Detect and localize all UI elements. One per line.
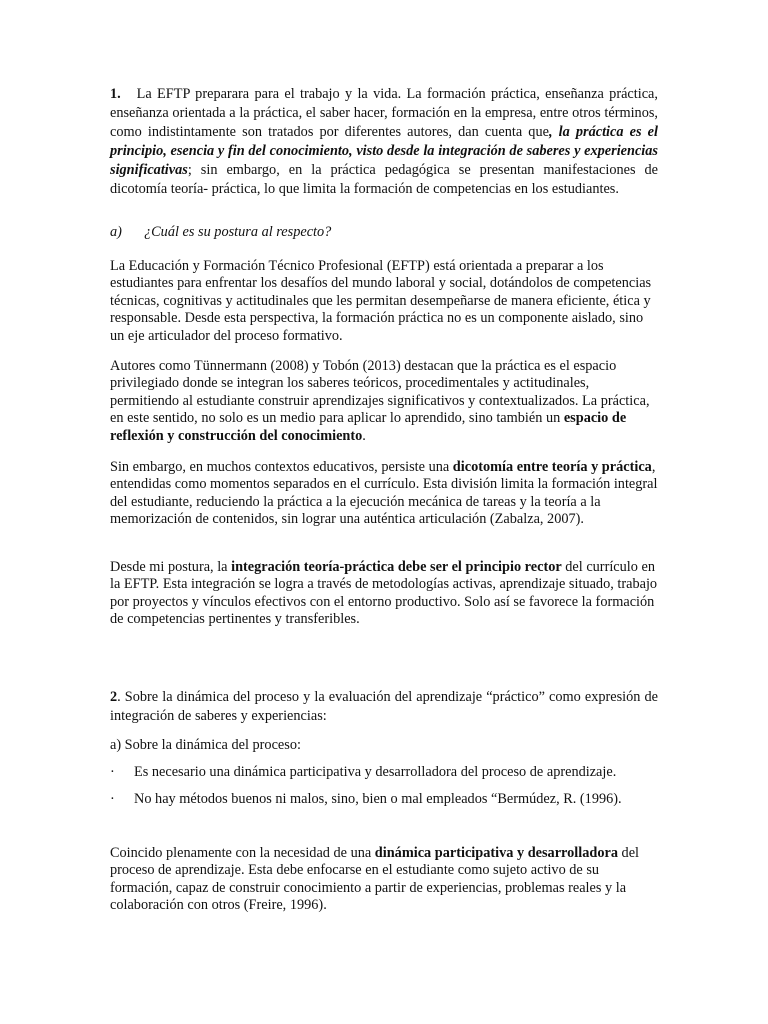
- answer-1-p2-end: .: [362, 427, 366, 444]
- answer-1-paragraph-1: La Educación y Formación Técnico Profesional (EFTP) está orientada a preparar a los estudiantes para enfrentar los desafíos del mundo laboral y social, dotándolos de competencias técnicas, cognitivas y actitudinales que les permitan desempeñarse de manera eficiente, ética y responsable. Desde esta perspectiva, la formación práctica no es un componente aislado, sino un eje articulador del proceso formativo.: [110, 258, 652, 344]
- answer-1-p2-bold: espacio de reflexión y construcción del conocimiento: [110, 410, 627, 444]
- question-1-text-end: ; sin embargo, en la práctica pedagógica se presentan manifestaciones de dicotomía teoría- práctica, lo que limita la formación de competencias en los estudiantes.: [110, 162, 658, 197]
- answer-2-text: Coincido plenamente con la necesidad de una: [110, 845, 375, 861]
- answer-1-p3-text: Sin embargo, en muchos contextos educativos, persiste una: [110, 459, 453, 475]
- answer-1-paragraph-3: [110, 459, 658, 529]
- question-2a: a) Sobre la dinámica del proceso:: [110, 737, 301, 753]
- bullet-text-1: Es necesario una dinámica participativa y desarrolladora del proceso de aprendizaje.: [134, 764, 617, 780]
- question-2-number: 2: [110, 689, 118, 705]
- question-1a-text: ¿Cuál es su postura al respecto?: [144, 224, 332, 240]
- question-1-emphasis: , la práctica es el principio, esencia y fin del conocimiento, visto desde la integración de saberes y experiencias significativas: [110, 124, 658, 178]
- question-1-text: La EFTP preparara para el trabajo y la vida. La formación práctica, enseñanza práctica, enseñanza orientada a la práctica, el saber hacer, formación en la empresa, entre otros términos, como indistintamente son tratados por diferentes autores, dan cuenta que: [110, 86, 658, 140]
- question-2: [110, 688, 658, 726]
- question-2-text: . Sobre la dinámica del proceso y la evaluación del aprendizaje “práctico” como expresión de integración de saberes y experiencias:: [110, 689, 658, 724]
- bullet-dot: ·: [110, 791, 115, 807]
- question-1-number: 1.: [110, 86, 121, 102]
- bullet-dot: ·: [110, 764, 115, 780]
- question-1: [110, 85, 658, 199]
- answer-1-p4-bold: integración teoría-práctica debe ser el principio rector: [231, 559, 562, 575]
- answer-1-p4-end: del currículo en la EFTP. Esta integración se logra a través de metodologías activas, aprendizaje situado, trabajo por proyectos y vínculos efectivos con el entorno productivo. Solo así se favorece la formación de competencias pertinentes y transferibles.: [110, 559, 658, 628]
- answer-1-paragraph-4: [110, 559, 658, 629]
- answer-2-paragraph: [110, 845, 658, 915]
- question-1a-label: a): [110, 224, 122, 240]
- answer-1-p2-text: Autores como Tünnermann (2008) y Tobón (2013) destacan que la práctica es el espacio privilegiado donde se integran los saberes teóricos, procedimentales y actitudinales, permitiendo al estudiante construir aprendizajes significativos y contextualizados. La práctica, en este sentido, no solo es un medio para aplicar lo aprendido, sino también un: [110, 358, 650, 427]
- bullet-text-2: No hay métodos buenos ni malos, sino, bien o mal empleados “Bermúdez, R. (1996).: [134, 791, 622, 807]
- answer-1-p3-end: , entendidas como momentos separados en el currículo. Esta división limita la formación integral del estudiante, reduciendo la práctica a la ejecución mecánica de tareas y la teoría a la memorización de contenidos, sin lograr una auténtica articulación (Zabalza, 2007).: [110, 459, 658, 528]
- answer-2-end: del proceso de aprendizaje. Esta debe enfocarse en el estudiante como sujeto activo de su formación, capaz de construir conocimiento a partir de experiencias, problemas reales y la colaboración con otros (Freire, 1996).: [110, 845, 640, 914]
- answer-1-paragraph-2: [110, 358, 658, 445]
- answer-2-bold: dinámica participativa y desarrolladora: [374, 845, 618, 861]
- answer-1-p3-bold: dicotomía entre teoría y práctica: [452, 459, 652, 475]
- bullet-item-1: [110, 763, 658, 782]
- question-1a: [110, 223, 658, 242]
- bullet-item-2: [110, 790, 658, 809]
- answer-1-p4-text: Desde mi postura, la: [110, 559, 232, 575]
